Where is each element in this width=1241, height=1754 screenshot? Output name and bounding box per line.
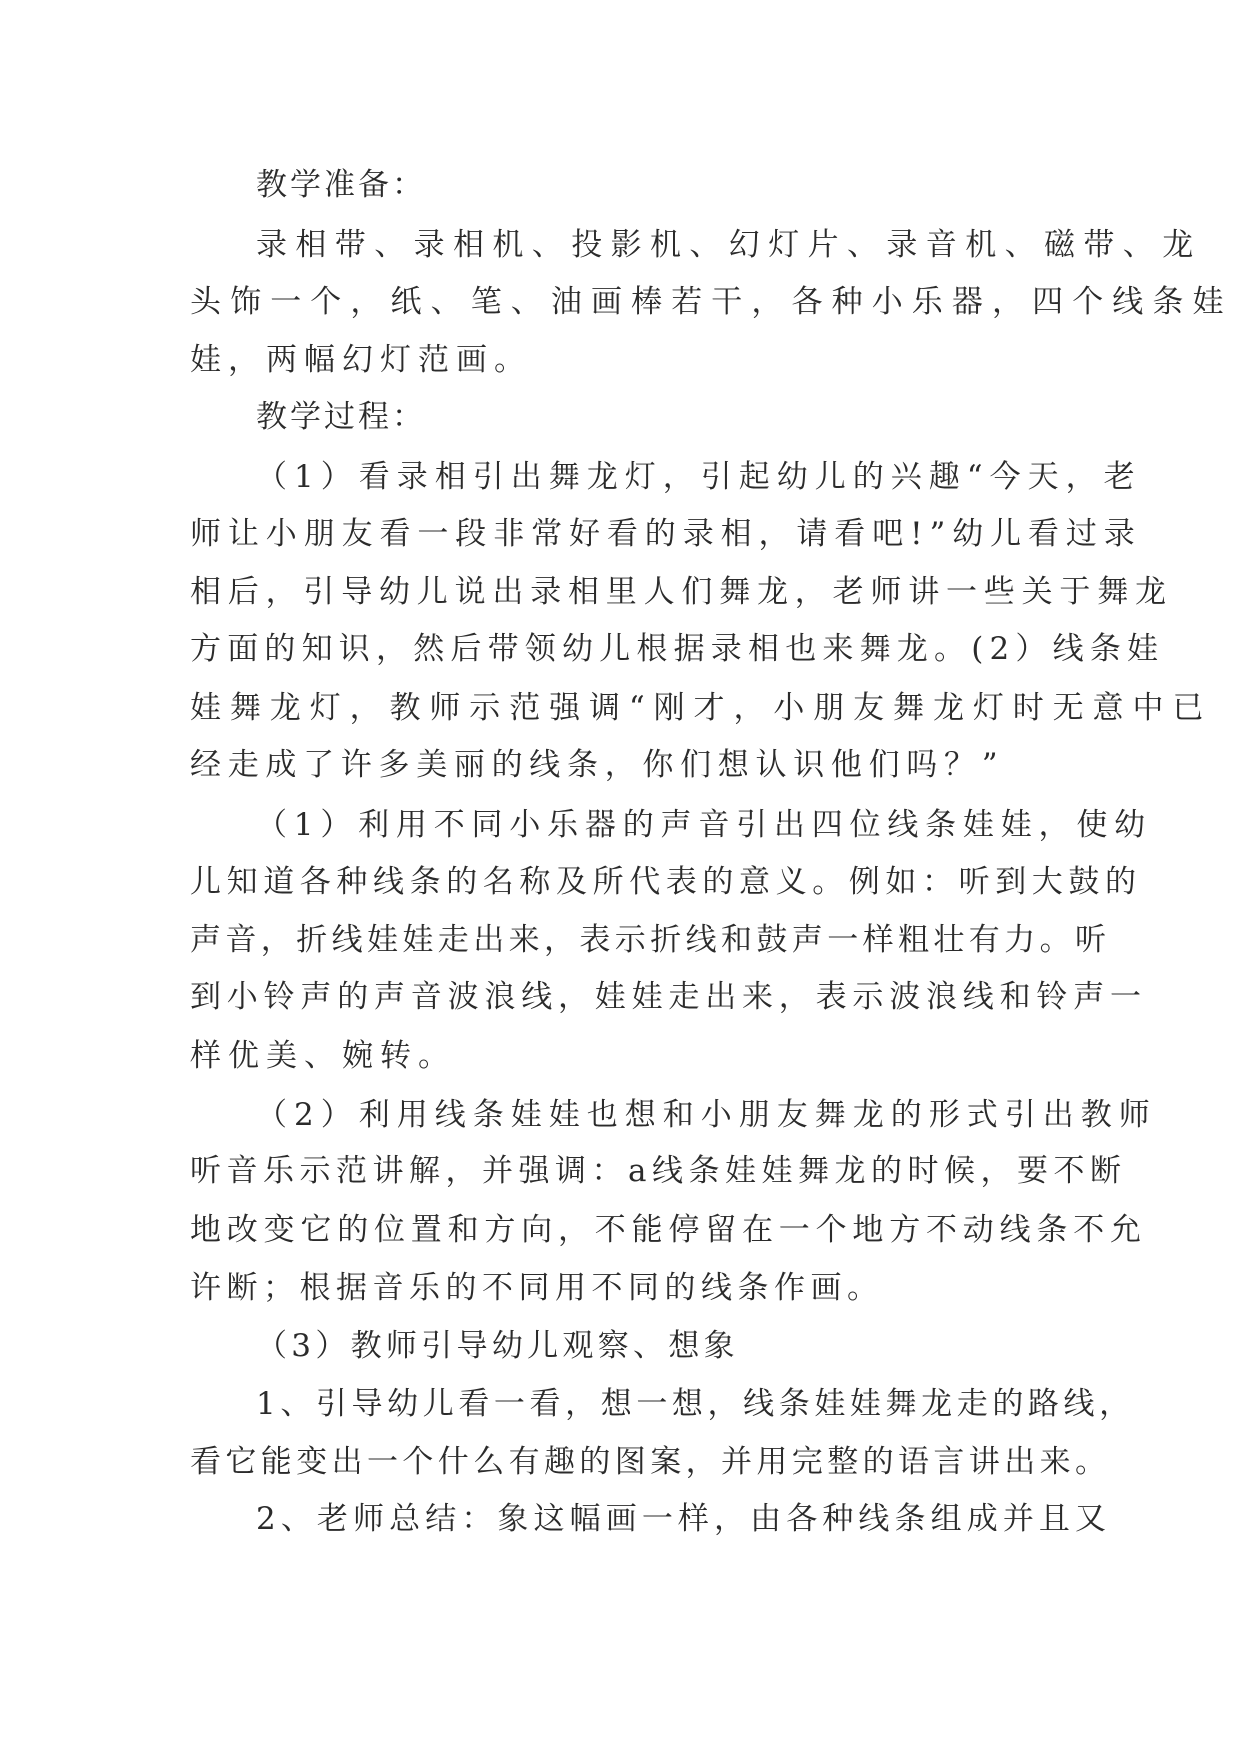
paragraph-line: 声音，折线娃娃走出来，表示折线和鼓声一样粗壮有力。听 [190,922,1111,958]
paragraph-line: 到小铃声的声音波浪线，娃娃走出来，表示波浪线和铃声一 [190,979,1147,1015]
paragraph-line: 录相带、录相机、投影机、幻灯片、录音机、磁带、龙 [256,227,1202,263]
heading-teaching-preparation: 教学准备： [256,167,426,203]
paragraph-line: 地改变它的位置和方向，不能停留在一个地方不动线条不允 [190,1212,1147,1248]
paragraph-line: （1）利用不同小乐器的声音引出四位线条娃娃，使幼 [256,807,1152,843]
paragraph-line: 听音乐示范讲解，并强调：a线条娃娃舞龙的时候，要不断 [190,1153,1127,1189]
paragraph-line: 2、老师总结：象这幅画一样，由各种线条组成并且又 [256,1501,1112,1537]
paragraph-line: 方面的知识，然后带领幼儿根据录相也来舞龙。(2）线条娃 [190,631,1165,667]
paragraph-line: 许断；根据音乐的不同用不同的线条作画。 [190,1270,884,1306]
paragraph-line: 相后，引导幼儿说出录相里人们舞龙，老师讲一些关于舞龙 [190,574,1173,610]
paragraph-line: 师让小朋友看一段非常好看的录相，请看吧!”幼儿看过录 [190,516,1142,552]
paragraph-line: （2）利用线条娃娃也想和小朋友舞龙的形式引出教师 [256,1097,1157,1133]
paragraph-line: 看它能变出一个什么有趣的图案，并用完整的语言讲出来。 [190,1444,1111,1480]
paragraph-line: 1、引导幼儿看一看，想一想，线条娃娃舞龙走的路线， [256,1386,1135,1422]
paragraph-line: 经走成了许多美丽的线条，你们想认识他们吗？” [190,747,1005,783]
paragraph-line: 娃，两幅幻灯范画。 [190,342,532,378]
paragraph-line: （1）看录相引出舞龙灯，引起幼儿的兴趣“今天，老 [256,459,1142,495]
paragraph-line: 头饰一个，纸、笔、油画棒若干，各种小乐器，四个线条娃 [190,284,1233,320]
paragraph-line: 儿知道各种线条的名称及所代表的意义。例如：听到大鼓的 [190,864,1142,900]
paragraph-line: （3）教师引导幼儿观察、想象 [256,1328,739,1364]
paragraph-line: 样优美、婉转。 [190,1038,456,1074]
paragraph-line: 娃舞龙灯，教师示范强调“刚才，小朋友舞龙灯时无意中已 [190,690,1213,726]
heading-teaching-process: 教学过程： [256,399,426,435]
